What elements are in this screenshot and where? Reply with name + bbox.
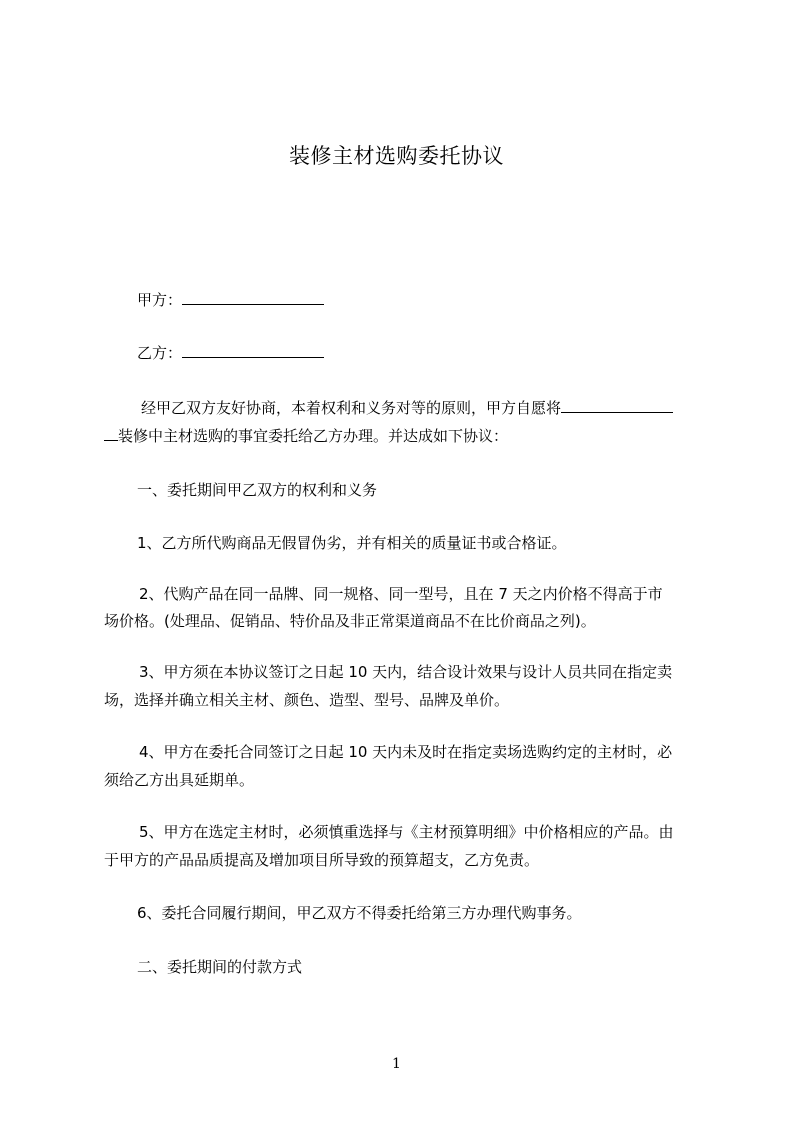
section-heading-1: 一、委托期间甲乙双方的权利和义务 xyxy=(137,481,378,499)
clause-item-2-line1: 2、代购产品在同一品牌、同一规格、同一型号，且在 7 天之内价格不得高于市 xyxy=(139,585,663,603)
clause-item-1: 1、乙方所代购商品无假冒伪劣，并有相关的质量证书或合格证。 xyxy=(137,534,567,552)
clause-item-2-line2: 场价格。(处理品、促销品、特价品及非正常渠道商品不在比价商品之列)。 xyxy=(104,612,596,630)
party-b-label: 乙方： xyxy=(137,344,183,362)
intro-blank-1 xyxy=(561,398,673,413)
intro-text-1: 经甲乙双方友好协商，本着权利和义务对等的原则，甲方自愿将 xyxy=(141,399,562,417)
intro-text-2: 装修中主材选购的事宜委托给乙方办理。并达成如下协议： xyxy=(118,427,509,445)
clause-item-3-line2: 场，选择并确立相关主材、颜色、造型、型号、品牌及单价。 xyxy=(104,691,510,709)
party-b-blank xyxy=(182,343,324,358)
page-number: 1 xyxy=(392,1056,401,1072)
intro-blank-2 xyxy=(104,426,118,441)
intro-paragraph-line2 xyxy=(104,426,508,446)
party-a-blank xyxy=(182,290,324,305)
clause-item-3-line1: 3、甲方须在本协议签订之日起 10 天内，结合设计效果与设计人员共同在指定卖 xyxy=(139,663,673,681)
document-title: 装修主材选购委托协议 xyxy=(289,144,504,168)
clause-item-4-line1: 4、甲方在委托合同签订之日起 10 天内未及时在指定卖场选购约定的主材时，必 xyxy=(139,743,673,761)
party-b-line xyxy=(137,343,324,363)
clause-item-5-line2: 于甲方的产品品质提高及增加项目所导致的预算超支，乙方免责。 xyxy=(104,851,540,869)
party-a-label: 甲方： xyxy=(137,291,183,309)
intro-paragraph-line1 xyxy=(141,398,673,418)
clause-item-4-line2: 须给乙方出具延期单。 xyxy=(104,771,255,789)
party-a-line xyxy=(137,290,324,310)
clause-item-6: 6、委托合同履行期间，甲乙双方不得委托给第三方办理代购事务。 xyxy=(137,904,582,922)
section-heading-2: 二、委托期间的付款方式 xyxy=(137,958,303,976)
clause-item-5-line1: 5、甲方在选定主材时，必须慎重选择与《主材预算明细》中价格相应的产品。由 xyxy=(139,823,674,841)
